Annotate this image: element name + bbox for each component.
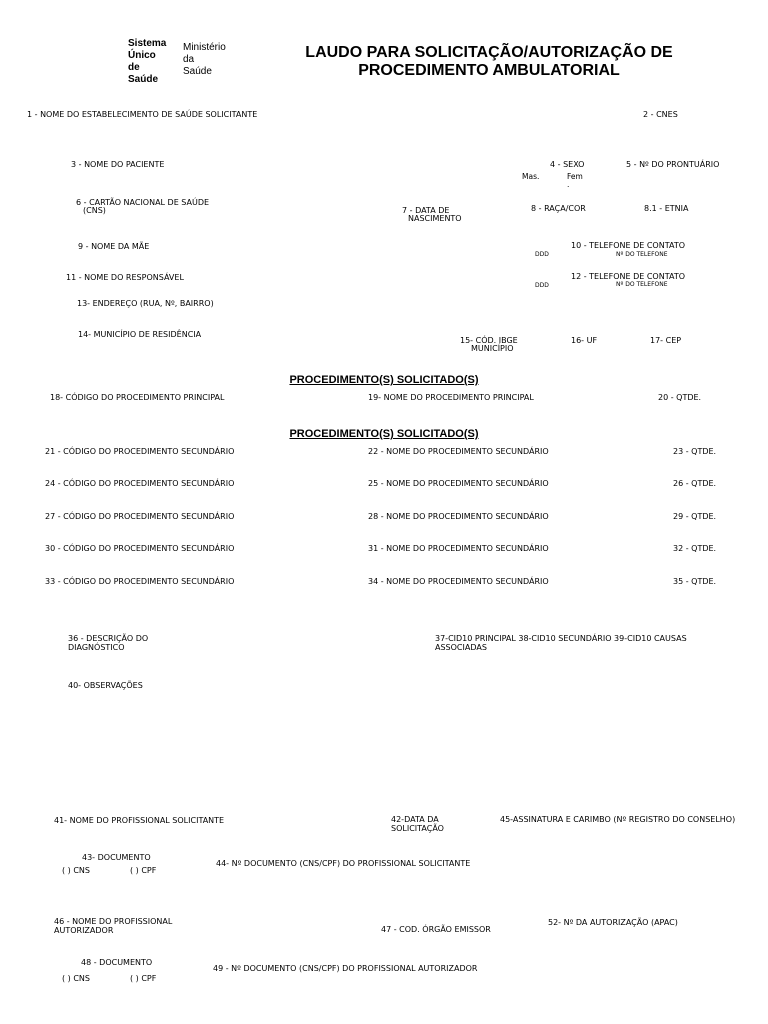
field-birthdate-label-line1: 7 - DATA DE: [402, 206, 450, 215]
field-ethnicity-label: 8.1 - ETNIA: [644, 204, 689, 213]
secondary-qty-label: 32 - QTDE.: [673, 544, 717, 553]
field-establishment-label: 1 - NOME DO ESTABELECIMENTO DE SAÚDE SOLICITANTE: [27, 110, 258, 119]
authorizing-professional-label-line1: 46 - NOME DO PROFISSIONAL: [54, 917, 173, 926]
auth-document-type-label: 48 - DOCUMENTO: [81, 958, 153, 967]
secondary-name-label: 22 - NOME DO PROCEDIMENTO SECUNDÁRIO: [368, 447, 549, 456]
logo-ministerio-line: Ministério: [183, 42, 226, 53]
secondary-qty-label: 35 - QTDE.: [673, 577, 717, 586]
logo-sus-line: Sistema: [128, 38, 167, 49]
secondary-qty-label: 23 - QTDE.: [673, 447, 717, 456]
field-mother-name-label: 9 - NOME DA MÃE: [78, 242, 150, 251]
request-date-label-line2: SOLICITAÇÃO: [391, 824, 444, 833]
logo-sus-line: Único: [128, 50, 156, 61]
field-record-number-label: 5 - Nº DO PRONTUÁRIO: [626, 160, 720, 169]
secondary-code-label: 24 - CÓDIGO DO PROCEDIMENTO SECUNDÁRIO: [45, 479, 235, 488]
auth-document-number-label: 49 - Nº DOCUMENTO (CNS/CPF) DO PROFISSIONAL AUTORIZADOR: [213, 964, 478, 973]
secondary-name-label: 25 - NOME DO PROCEDIMENTO SECUNDÁRIO: [368, 479, 549, 488]
secondary-name-label: 28 - NOME DO PROCEDIMENTO SECUNDÁRIO: [368, 512, 549, 521]
secondary-qty-label: 29 - QTDE.: [673, 512, 717, 521]
sex-option-male[interactable]: Mas.: [522, 172, 540, 181]
requesting-professional-label: 41- NOME DO PROFISSIONAL SOLICITANTE: [54, 816, 225, 825]
secondary-code-label: 21 - CÓDIGO DO PROCEDIMENTO SECUNDÁRIO: [45, 447, 235, 456]
field-birthdate-label-line2: NASCIMENTO: [408, 214, 462, 223]
cid10-label-line2: ASSOCIADAS: [435, 643, 487, 652]
procedures-section-title: PROCEDIMENTO(S) SOLICITADO(S): [289, 374, 479, 386]
principal-code-label: 18- CÓDIGO DO PROCEDIMENTO PRINCIPAL: [50, 393, 225, 402]
field-patient-name-label: 3 - NOME DO PACIENTE: [71, 160, 165, 169]
secondary-qty-label: 26 - QTDE.: [673, 479, 717, 488]
secondary-code-label: 33 - CÓDIGO DO PROCEDIMENTO SECUNDÁRIO: [45, 577, 235, 586]
field-phone2-ddd-label: DDD: [535, 282, 549, 289]
page-title-line2: PROCEDIMENTO AMBULATORIAL: [358, 62, 620, 79]
logo-ministerio-line: Saúde: [183, 66, 212, 77]
field-guardian-label: 11 - NOME DO RESPONSÁVEL: [66, 273, 184, 282]
procedures-section-title-2: PROCEDIMENTO(S) SOLICITADO(S): [289, 428, 479, 440]
field-sex-label: 4 - SEXO: [550, 160, 585, 169]
field-phone2-label: 12 - TELEFONE DE CONTATO: [571, 272, 686, 281]
field-phone-number-label: Nº DO TELEFONE: [616, 251, 668, 258]
field-address-label: 13- ENDEREÇO (RUA, Nº, BAIRRO): [77, 299, 214, 308]
authorizing-professional-label-line2: AUTORIZADOR: [54, 926, 114, 935]
auth-document-option-cpf[interactable]: ( ) CPF: [130, 974, 157, 983]
cid10-label-line1: 37-CID10 PRINCIPAL 38-CID10 SECUNDÁRIO 39-CID10 CAUSAS: [435, 634, 687, 643]
field-phone2-number-label: Nº DO TELEFONE: [616, 281, 668, 288]
secondary-code-label: 30 - CÓDIGO DO PROCEDIMENTO SECUNDÁRIO: [45, 544, 235, 553]
field-ibge-label-line1: 15- CÓD. IBGE: [460, 336, 518, 345]
logo-ministerio-line: da: [183, 54, 195, 65]
field-race-label: 8 - RAÇA/COR: [531, 204, 586, 213]
diagnosis-label-line2: DIAGNÓSTICO: [68, 643, 125, 652]
field-ibge-label-line2: MUNICÍPIO: [471, 344, 514, 353]
page-title-line1: LAUDO PARA SOLICITAÇÃO/AUTORIZAÇÃO DE: [305, 44, 673, 61]
secondary-name-label: 34 - NOME DO PROCEDIMENTO SECUNDÁRIO: [368, 577, 549, 586]
request-date-label-line1: 42-DATA DA: [391, 815, 439, 824]
logo-sus-line: Saúde: [128, 74, 159, 85]
field-phone-ddd-label: DDD: [535, 251, 549, 258]
signature-stamp-label: 45-ASSINATURA E CARIMBO (Nº REGISTRO DO CONSELHO): [500, 815, 736, 824]
issuing-agency-code-label: 47 - COD. ÓRGÃO EMISSOR: [381, 925, 491, 934]
field-cep-label: 17- CEP: [650, 336, 682, 345]
secondary-name-label: 31 - NOME DO PROCEDIMENTO SECUNDÁRIO: [368, 544, 549, 553]
document-option-cns[interactable]: ( ) CNS: [62, 866, 90, 875]
principal-name-label: 19- NOME DO PROCEDIMENTO PRINCIPAL: [368, 393, 534, 402]
document-option-cpf[interactable]: ( ) CPF: [130, 866, 157, 875]
document-number-label: 44- Nº DOCUMENTO (CNS/CPF) DO PROFISSIONAL SOLICITANTE: [216, 859, 471, 868]
field-uf-label: 16- UF: [571, 336, 598, 345]
sex-option-female-dot: .: [567, 180, 570, 189]
sex-option-female[interactable]: Fem: [567, 172, 583, 181]
diagnosis-label-line1: 36 - DESCRIÇÃO DO: [68, 634, 149, 643]
field-cnes-label: 2 - CNES: [643, 110, 678, 119]
secondary-code-label: 27 - CÓDIGO DO PROCEDIMENTO SECUNDÁRIO: [45, 512, 235, 521]
auth-document-option-cns[interactable]: ( ) CNS: [62, 974, 90, 983]
observations-label: 40- OBSERVAÇÕES: [68, 681, 143, 690]
field-city-label: 14- MUNICÍPIO DE RESIDÊNCIA: [78, 330, 202, 339]
logo-sus-line: de: [128, 62, 140, 73]
field-cns-label-line1: 6 - CARTÃO NACIONAL DE SAÚDE: [76, 198, 210, 207]
page-title: [300, 44, 678, 80]
field-phone-label: 10 - TELEFONE DE CONTATO: [571, 241, 686, 250]
authorization-number-label: 52- Nº DA AUTORIZAÇÃO (APAC): [548, 918, 678, 927]
principal-qty-label: 20 - QTDE.: [658, 393, 702, 402]
document-type-label: 43- DOCUMENTO: [82, 853, 151, 862]
field-cns-label-line2: (CNS): [83, 206, 106, 215]
